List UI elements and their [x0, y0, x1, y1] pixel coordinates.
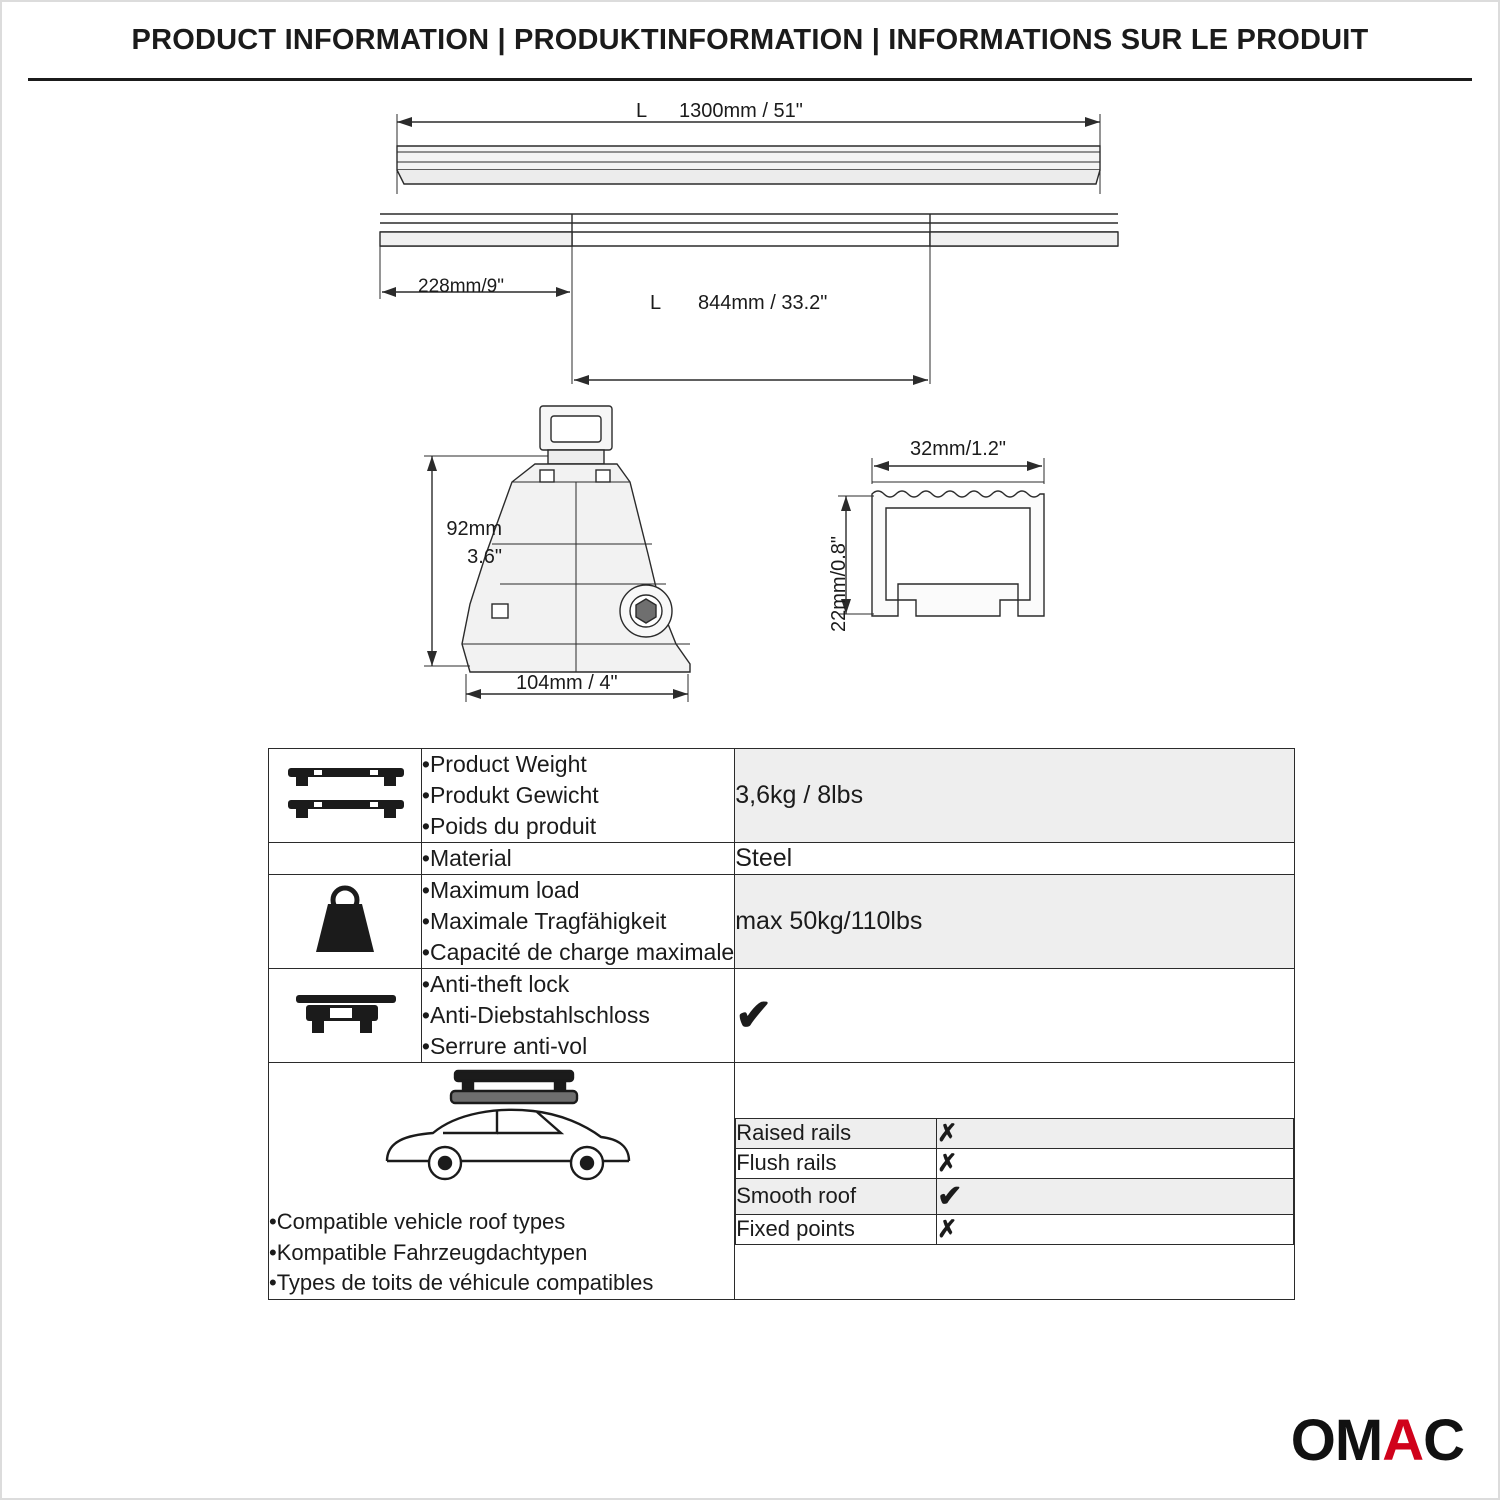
- compat-label-line: •Types de toits de véhicule compatibles: [269, 1270, 654, 1296]
- drawing-svg: [0, 84, 1500, 734]
- end-offset-dim: 228mm/9": [418, 276, 504, 297]
- roof-type-name: Raised rails: [736, 1118, 937, 1148]
- roof-type-name: Fixed points: [736, 1214, 937, 1244]
- roof-type-mark: ✗: [937, 1215, 958, 1243]
- label-line: •Maximale Tragfähigkeit: [421, 908, 667, 935]
- roof-type-row: [736, 1118, 1294, 1148]
- anti-theft-value: [735, 969, 1295, 1063]
- bar-length-symbol: L: [636, 100, 648, 122]
- profile-height-dim: 22mm/0.8": [828, 535, 850, 632]
- material-labels: [421, 843, 734, 875]
- table-row: [269, 843, 1295, 875]
- roof-type-table: [735, 1118, 1294, 1245]
- foot-width-dim: 104mm / 4": [516, 672, 618, 694]
- material-value: Steel: [735, 843, 1295, 875]
- logo-letter-m: M: [1334, 1408, 1383, 1473]
- span-value: 844mm / 33.2": [698, 292, 828, 314]
- max-load-labels: [421, 875, 734, 969]
- product-weight-labels: [421, 749, 734, 843]
- omac-logo: [1291, 1407, 1464, 1474]
- weight-icon: [269, 875, 422, 969]
- profile-width-dim: 32mm/1.2": [910, 438, 1007, 460]
- roof-type-mark: ✗: [937, 1149, 958, 1177]
- max-load-value: max 50kg/110lbs: [735, 875, 1295, 969]
- compatible-roof-types-cell: [269, 1063, 735, 1299]
- material-icon-placeholder: [269, 843, 422, 875]
- table-row-compatibility: [269, 1063, 1295, 1299]
- label-line: •Anti-theft lock: [421, 971, 570, 998]
- car-with-rack-icon: [269, 1063, 734, 1199]
- roof-type-row: [736, 1178, 1294, 1214]
- roof-type-mark: ✗: [937, 1119, 958, 1147]
- bar-length-value: 1300mm / 51": [679, 100, 803, 122]
- lock-icon: [269, 969, 422, 1063]
- label-line: •Material: [421, 845, 512, 872]
- roof-type-row: [736, 1148, 1294, 1178]
- logo-letter-c: C: [1423, 1408, 1464, 1473]
- label-line: •Serrure anti-vol: [421, 1033, 588, 1060]
- foot-height-dim-line2: 3.6": [467, 546, 502, 568]
- roof-type-options: [735, 1063, 1295, 1299]
- roof-type-mark: ✔: [937, 1179, 963, 1213]
- foot-height-dim-line1: 92mm: [446, 518, 502, 540]
- roof-type-name: Smooth roof: [736, 1178, 937, 1214]
- header-divider: [28, 78, 1472, 81]
- check-mark-icon: ✔: [735, 990, 773, 1040]
- label-line: •Poids du produit: [421, 813, 597, 840]
- logo-letter-a: A: [1382, 1408, 1424, 1473]
- table-row: [269, 969, 1295, 1063]
- roof-type-name: Flush rails: [736, 1148, 937, 1178]
- table-row: [269, 875, 1295, 969]
- compat-label-line: •Kompatible Fahrzeugdachtypen: [269, 1239, 588, 1265]
- label-line: •Maximum load: [421, 877, 580, 904]
- label-line: •Product Weight: [421, 751, 587, 777]
- label-line: •Produkt Gewicht: [421, 782, 599, 809]
- product-weight-value: 3,6kg / 8lbs: [735, 749, 1295, 843]
- crossbars-icon: [269, 749, 422, 843]
- table-row: [269, 749, 1295, 843]
- logo-letter-o: O: [1290, 1408, 1335, 1473]
- label-line: •Anti-Diebstahlschloss: [421, 1002, 650, 1029]
- anti-theft-labels: [421, 969, 734, 1063]
- technical-drawing: [0, 84, 1500, 734]
- roof-type-row: [736, 1214, 1294, 1244]
- label-line: •Capacité de charge maximale: [421, 939, 735, 966]
- compat-label-line: •Compatible vehicle roof types: [269, 1209, 566, 1235]
- specification-table: [268, 748, 1295, 1300]
- span-symbol: L: [650, 292, 662, 314]
- page-title: PRODUCT INFORMATION | PRODUKTINFORMATION | INFORMATIONS SUR LE PRODUIT: [131, 24, 1369, 56]
